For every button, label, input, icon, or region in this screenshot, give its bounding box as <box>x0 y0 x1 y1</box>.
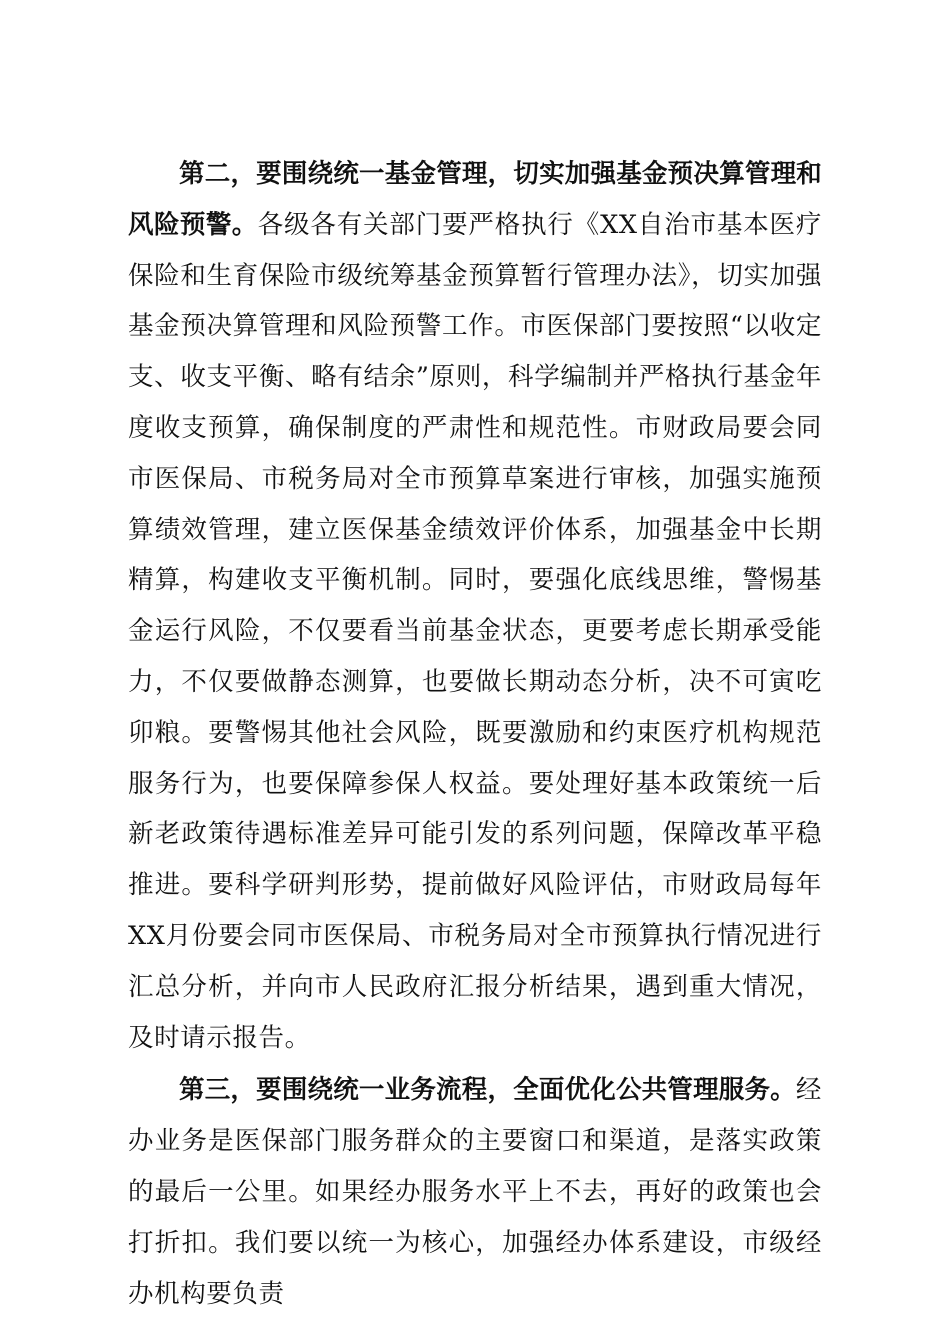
document-body <box>128 149 822 1319</box>
paragraph-business-process <box>128 1065 822 1319</box>
paragraph-text: 经办业务是医保部门服务群众的主要窗口和渠道，是落实政策的最后一公里。如果经办服务水平上不去，再好的政策也会打折扣。我们要以统一为核心，加强经办体系建设，市级经办机构要负责 <box>128 1075 822 1309</box>
paragraph-heading: 第三，要围绕统一业务流程，全面优化公共管理服务。 <box>179 1075 796 1106</box>
paragraph-text: 各级各有关部门要严格执行《XX自治市基本医疗保险和生育保险市级统筹基金预算暂行管理办法》，切实加强基金预决算管理和风险预警工作。市医保部门要按照“以收定支、收支平衡、略有结余”原则，科学编制并严格执行基金年度收支预算，确保制度的严肃性和规范性。市财政局要会同市医保局、市税务局对全市预算草案进行审核，加强实施预算绩效管理，建立医保基金绩效评价体系，加强基金中长期精算，构建收支平衡机制。同时，要强化底线思维，警惕基金运行风险，不仅要看当前基金状态，更要考虑长期承受能力，不仅要做静态测算，也要做长期动态分析，决不可寅吃卯粮。要警惕其他社会风险，既要激励和约束医疗机构规范服务行为，也要保障参保人权益。要处理好基本政策统一后新老政策待遇标准差异可能引发的系列问题，保障改革平稳推进。要科学研判形势，提前做好风险评估，市财政局每年XX月份要会同市医保局、市税务局对全市预算执行情况进行汇总分析，并向市人民政府汇报分析结果，遇到重大情况，及时请示报告。 <box>128 209 822 1053</box>
paragraph-fund-management <box>128 149 822 1063</box>
paragraph-heading: 第二，要围绕统一基金管理，切实加强基金预决算管理和风险预警。 <box>128 159 822 240</box>
